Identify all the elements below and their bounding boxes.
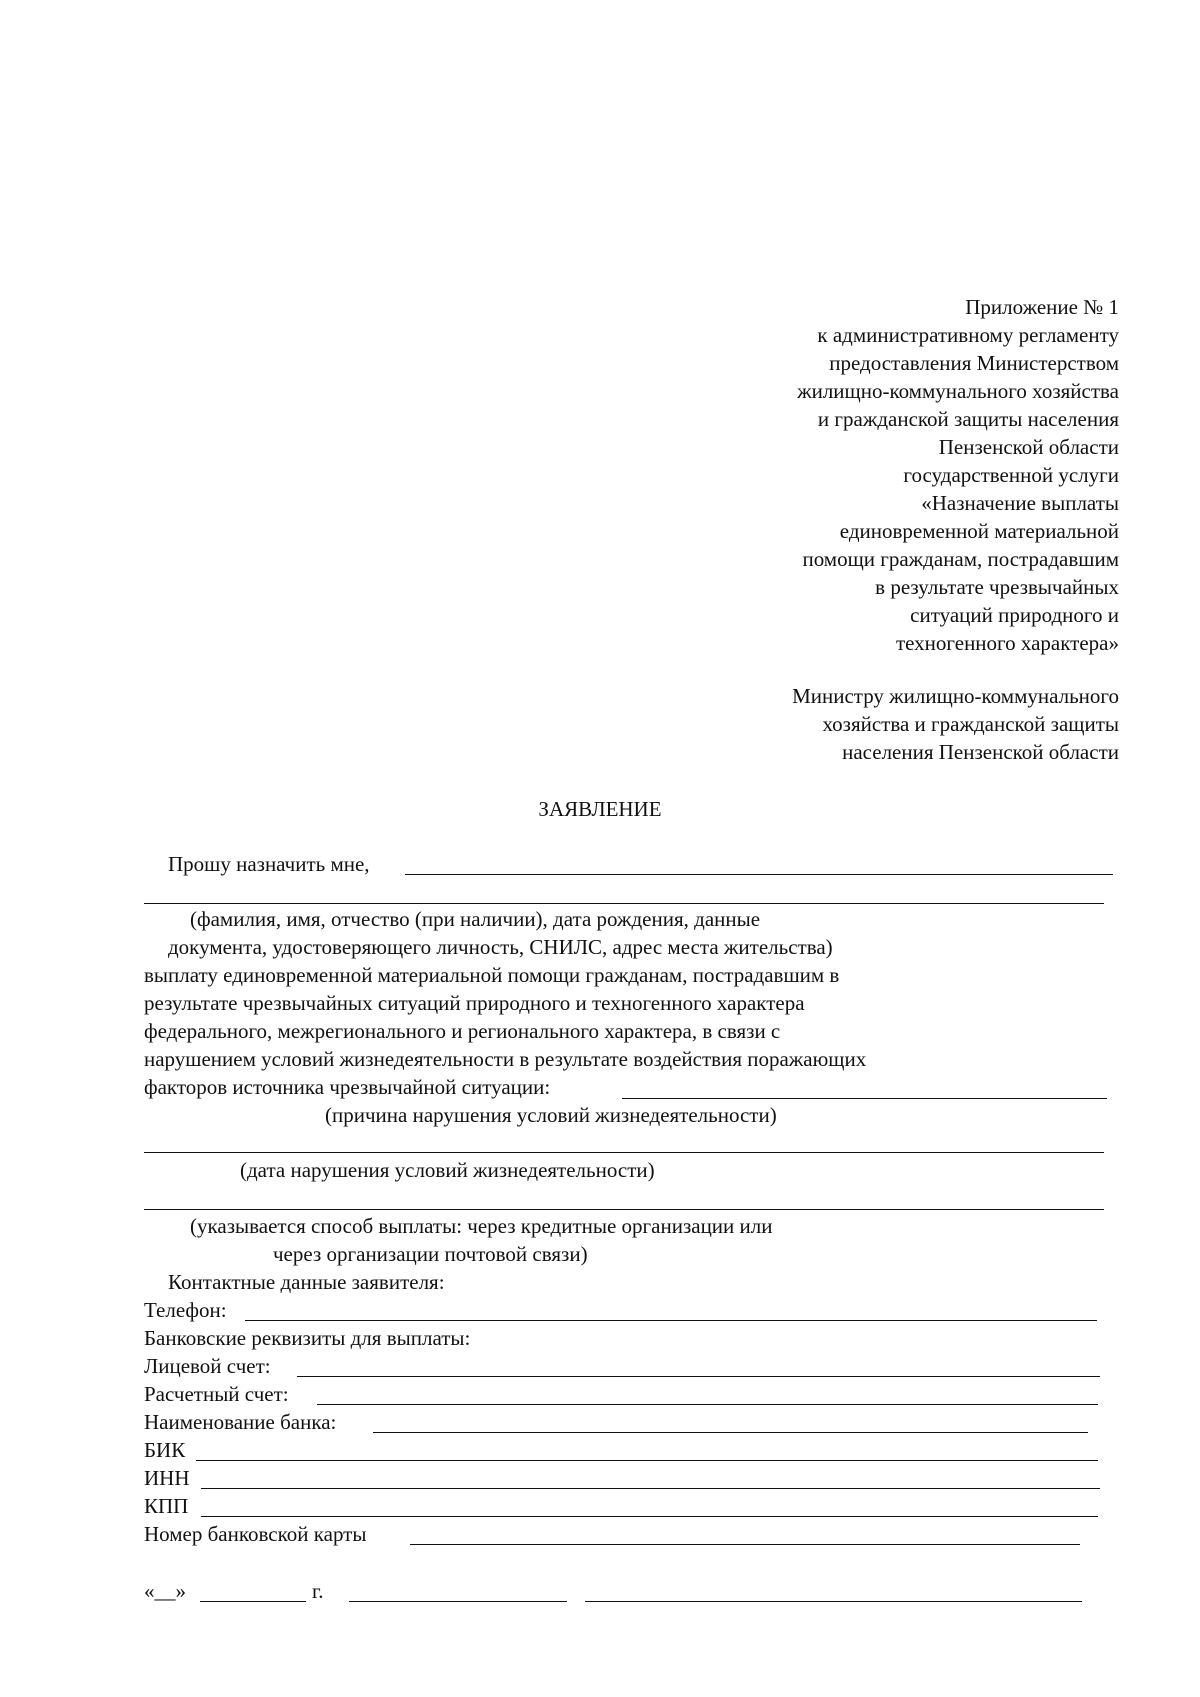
body-line-3: федерального, межрегионального и регионального характера, в связи с [144,1019,781,1043]
applicant-info-field[interactable] [405,874,1113,875]
bank-details-heading: Банковские реквизиты для выплаты: [144,1326,471,1350]
contacts-heading: Контактные данные заявителя: [168,1270,445,1294]
appendix-line: предоставления Министерством [829,351,1119,375]
payment-method-field[interactable] [144,1209,1104,1210]
kpp-label: КПП [144,1494,189,1518]
year-suffix: г. [312,1579,324,1603]
body-line-1: выплату единовременной материальной помощи гражданам, пострадавшим в [144,963,840,987]
applicant-info-field-continued[interactable] [144,903,1104,904]
appendix-line: единовременной материальной [839,519,1119,543]
addressee-line: населения Пензенской области [842,740,1119,764]
bik-label: БИК [144,1438,186,1462]
hint-person-line-2: документа, удостоверяющего личность, СНИЛС, адрес места жительства) [168,935,833,959]
addressee-line: Министру жилищно-коммунального [792,684,1119,708]
document-title: ЗАЯВЛЕНИЕ [538,797,662,821]
phone-label: Телефон: [144,1298,227,1322]
phone-field[interactable] [245,1320,1097,1321]
request-intro: Прошу назначить мне, [168,852,370,876]
appendix-line: в результате чрезвычайных [875,575,1119,599]
personal-account-label: Лицевой счет: [144,1354,271,1378]
bank-name-label: Наименование банка: [144,1410,337,1434]
personal-account-field[interactable] [297,1376,1100,1377]
settlement-account-field[interactable] [317,1404,1098,1405]
signature-field[interactable] [349,1601,567,1602]
settlement-account-label: Расчетный счет: [144,1382,289,1406]
appendix-line: техногенного характера» [895,631,1119,655]
appendix-line: и гражданской защиты населения [817,407,1119,431]
card-number-field[interactable] [410,1544,1080,1545]
body-line-4: нарушением условий жизнедеятельности в результате воздействия поражающих [144,1047,867,1071]
appendix-line: Приложение № 1 [965,295,1119,319]
appendix-line: помощи гражданам, пострадавшим [802,547,1119,571]
appendix-block [797,293,1119,657]
appendix-line: «Назначение выплаты [921,491,1119,515]
body-line-5: факторов источника чрезвычайной ситуации: [144,1075,551,1099]
body-line-2: результате чрезвычайных ситуаций природного и техногенного характера [144,991,805,1015]
kpp-field[interactable] [201,1516,1098,1517]
appendix-line: ситуаций природного и [910,603,1119,627]
appendix-line: государственной услуги [903,463,1119,487]
inn-field[interactable] [201,1488,1100,1489]
date-month-field[interactable] [200,1601,306,1602]
hint-person-line-1: (фамилия, имя, отчество (при наличии), дата рождения, данные [190,907,761,931]
card-number-label: Номер банковской карты [144,1522,367,1546]
bank-name-field[interactable] [373,1432,1088,1433]
addressee-line: хозяйства и гражданской защиты [822,712,1119,736]
hint-payment-line-2: через организации почтовой связи) [273,1242,588,1266]
appendix-line: Пензенской области [938,435,1119,459]
appendix-line: жилищно-коммунального хозяйства [797,379,1119,403]
addressee-block [792,682,1119,766]
hint-date: (дата нарушения условий жизнедеятельности) [240,1158,655,1182]
hint-payment-line-1: (указывается способ выплаты: через кредитные организации или [190,1214,773,1238]
date-day: «__» [144,1579,186,1603]
reason-field[interactable] [622,1098,1107,1099]
signature-name-field[interactable] [585,1601,1082,1602]
appendix-line: к административному регламенту [817,323,1119,347]
reason-field-continued[interactable] [144,1152,1104,1153]
inn-label: ИНН [144,1466,190,1490]
bik-field[interactable] [196,1460,1098,1461]
hint-reason: (причина нарушения условий жизнедеятельности) [325,1103,777,1127]
